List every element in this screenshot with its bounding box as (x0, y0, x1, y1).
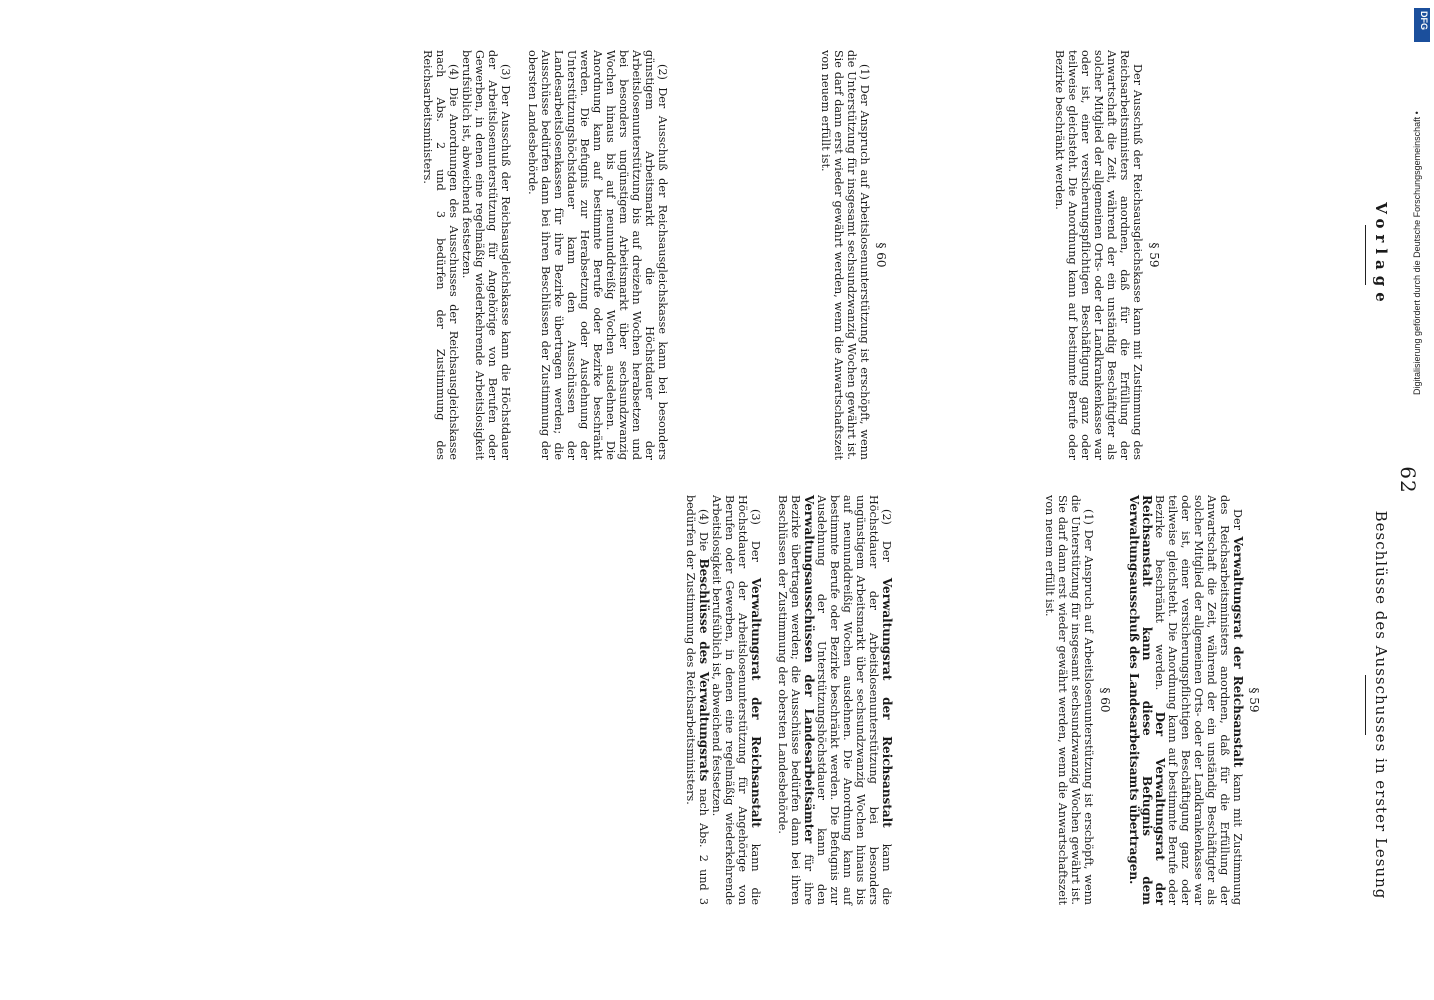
right-60-p2-bold-b: Verwaltungsausschüssen der Landesarbeitsämter (802, 495, 816, 844)
left-section-60-title: § 60 (874, 242, 888, 268)
right-59-bold-b: Der Verwaltungsrat der Reichsanstalt kann diese Befugnis dem Verwaltungsausschuß des Landesarbeitsamts übertragen. (1127, 495, 1167, 905)
left-gap (887, 50, 1037, 460)
right-60-p3-bold: Verwaltungsrat der Reichsanstalt (749, 577, 763, 828)
left-section-60 (421, 50, 887, 460)
right-60-p4-a: (4) Die (697, 509, 710, 552)
right-60-p2-a: (2) Der (880, 509, 893, 562)
right-60-p4-bold: Beschlüsse des Verwaltungsrats (697, 558, 711, 782)
left-section-60-para-3: (3) Der Ausschuß der Reichsausgleichskasse kann die Höchstdauer der Arbeitslosenunterstützung für Angehörige von Berufen oder Gewerben, in denen eine regelmäßig wiederkehrende Arbeitslosigkeit berufsüblich ist, abweichend festsetzen. (460, 50, 512, 460)
right-60-p2-b: kann die Höchstdauer der Arbeitslosenunterstützung bei besonders ungünstigem Arbeitsmarkt über sechsundzwanzig Wochen hinaus bis auf neununddreißig Wochen ausdehnen. Die Anordnung kann auf bestimmte Berufe oder Bezirke beschränkt werden. Die Befugnis zur Ausdehnung der Unterstützungshöchstdauer kann den (815, 495, 893, 905)
left-gap-3 (512, 50, 526, 460)
right-section-59-text (1127, 495, 1244, 905)
right-60-p2-c: für ihre Bezirke übertragen werden; die Ausschüsse bedürfen dann bei ihren Beschlüssen der Zustimmung der obersten Landesbehörde. (776, 495, 815, 905)
left-section-59 (1053, 50, 1160, 460)
right-section-60-title: § 60 (1098, 687, 1112, 713)
right-header-text: Beschlüsse des Ausschusses in erster Lesung (1372, 510, 1390, 900)
right-60-p2-bold-a: Verwaltungsrat der Reichsanstalt (880, 577, 894, 828)
left-column-vorlage (405, 50, 1160, 460)
right-header-rule (1365, 675, 1366, 735)
right-section-59-title: § 59 (1247, 687, 1261, 713)
right-section-60-para-1: (1) Der Anspruch auf Arbeitslosenunterstützung ist erschöpft, wenn die Unterstützung für insgesamt sechsundzwanzig Wochen gewährt ist. Sie darf dann erst wieder gewährt werden, wenn die Anwartschaftszeit von neuem erfüllt ist. (1043, 495, 1095, 905)
dfg-credit-text: Digitalisierung gefördert durch die Deutsche Forschungsgemeinschaft • (1412, 111, 1422, 395)
page-number: 62 (1396, 466, 1420, 494)
right-60-p3-a: (3) Der (749, 509, 762, 562)
left-section-60-para-4: (4) Die Anordnungen des Ausschusses der Reichsausgleichskasse nach Abs. 2 und 3 bedürfen der Zustimmung des Reichsarbeitsministers. (421, 50, 460, 460)
dfg-logo-text: DFG (1419, 11, 1429, 30)
dfg-logo-icon (1414, 8, 1430, 42)
left-section-59-title: § 59 (1147, 242, 1161, 268)
left-section-60-para-1: (1) Der Anspruch auf Arbeitslosenunterstützung ist erschöpft, wenn die Unterstützung für insgesamt sechsundzwanzig Wochen gewährt ist. Sie darf dann erst wieder gewährt werden, wenn die Anwartschaftszeit von neuem erfüllt ist. (819, 50, 871, 460)
right-column-header (1365, 490, 1390, 920)
dfg-credit-sidebar (1400, 0, 1434, 1000)
right-section-60-para-3 (710, 495, 762, 905)
left-column-header (1365, 40, 1390, 470)
right-59-bold-a: Verwaltungsrat der Reichsanstalt (1231, 536, 1245, 768)
right-59-text-b: kann mit Zustimmung des Reichsarbeitsministers anordnen, daß für die Erfüllung der Anwartschaft die Zeit, während der ein unständig Beschäftigter als solcher Mitglied der allgemeinen Orts- oder der Landkrankenkasse war oder ist, einer versicherungspflichtigen Beschäftigung ganz oder teilweise gleichsteht. Die Anordnung kann auf bestimmte Berufe oder Bezirke beschränkt werden. (1153, 495, 1244, 905)
right-gap-2 (762, 495, 776, 905)
rotated-document-page (120, 40, 1420, 920)
right-59-text-a: Der (1231, 509, 1244, 530)
left-section-60-para-2: (2) Der Ausschuß der Reichsausgleichskasse kann bei besonders günstigem Arbeitsmarkt die Höchstdauer der Arbeitslosenunterstützung bis auf dreizehn Wochen herabsetzen und bei besonders ungünstigem Arbeitsmarkt über sechsundzwanzig Wochen hinaus bis auf neununddreißig Wochen ausdehnen. Die Anordnung kann auf bestimmte Berufe oder Bezirke beschränkt werden. Die Befugnis zur Herabsetzung oder Ausdehnung der Unterstützungshöchstdauer kann den Ausschüssen der Landesarbeitslosenkassen für ihre Bezirke übertragen werden; die Ausschüsse bedürfen dann bei ihren Beschlüssen der Zustimmung der obersten Landesbehörde. (526, 50, 669, 460)
right-section-60-para-2 (776, 495, 893, 905)
right-60-p4-b: nach Abs. 2 und 3 bedürfen der Zustimmung des Reichsarbeitsministers. (684, 495, 710, 906)
left-header-text: Vorlage (1372, 202, 1390, 308)
left-header-rule (1365, 225, 1366, 285)
right-gap (893, 495, 1043, 905)
left-gap-2 (669, 50, 819, 460)
right-section-60-para-4 (684, 495, 710, 905)
right-column-beschluesse (668, 495, 1260, 905)
right-60-p3-b: kann die Höchstdauer der Arbeitslosenunterstützung für Angehörige von Berufen oder Gewerben, in denen eine regelmäßig wiederkehrende Arbeitslosigkeit berufsüblich ist, abweichend festsetzen. (710, 495, 762, 905)
right-section-60 (684, 495, 1111, 905)
left-section-59-text: Der Ausschuß der Reichsausgleichskasse kann mit Zustimmung des Reichsarbeitsministers anordnen, daß für die Erfüllung der Anwartschaft die Zeit, während der ein unständig Beschäftigter als solcher Mitglied der allgemeinen Orts- oder der Landkrankenkasse war oder ist, einer versicherungspflichtigen Beschäftigung ganz oder teilweise gleichsteht. Die Anordnung kann auf bestimmte Berufe oder Bezirke beschränkt werden. (1053, 50, 1144, 460)
right-section-59 (1127, 495, 1260, 905)
